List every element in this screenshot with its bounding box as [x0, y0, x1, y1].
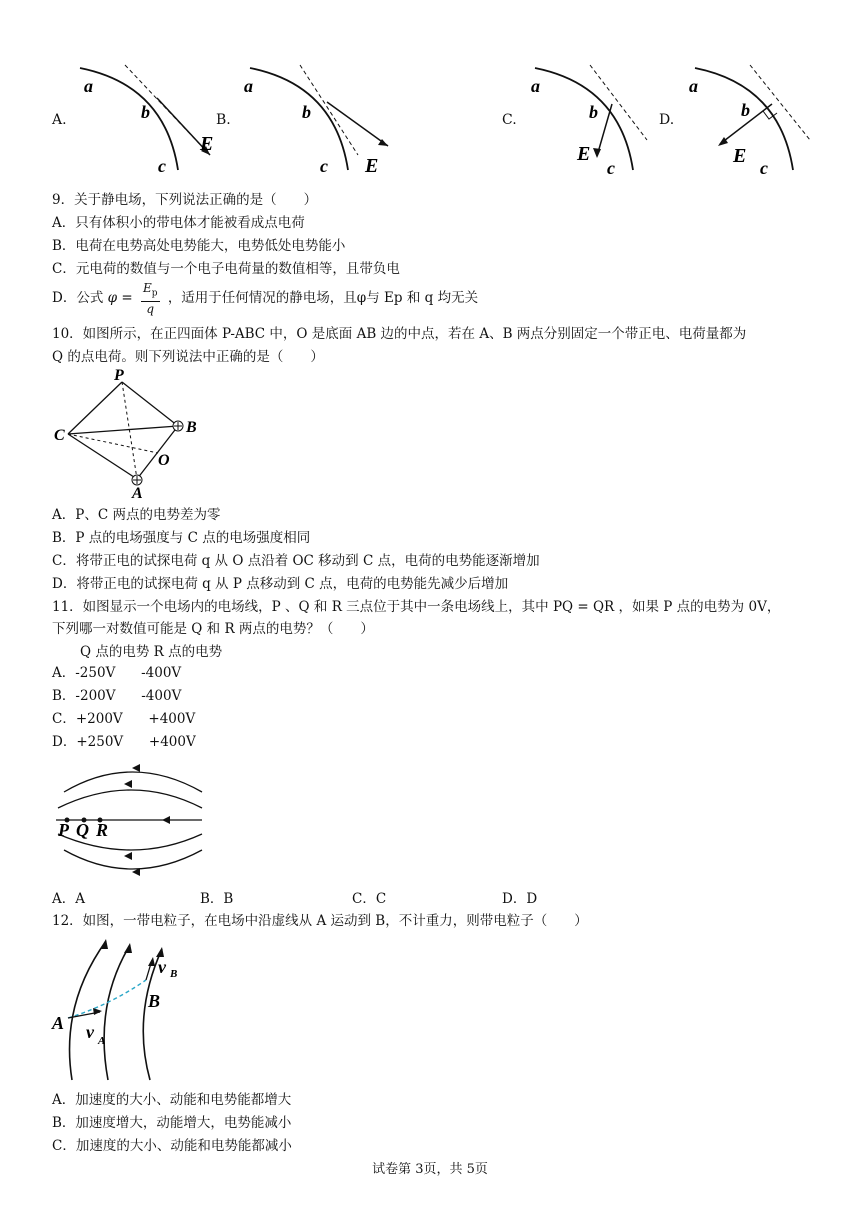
point-c: c	[158, 156, 166, 176]
q11-option-a: A．-250V -400V	[52, 665, 182, 681]
q11-stem-line1: 11．如图显示一个电场内的电场线，P 、Q 和 R 三点位于其中一条电场线上，其中 PQ = QR ，如果 P 点的电势为 0V，	[52, 599, 781, 615]
figure-option-d	[685, 60, 825, 180]
option-d-label: D.	[659, 112, 675, 128]
option-a-label: A.	[52, 112, 67, 128]
q10-option-a: A．P、C 两点的电势差为零	[52, 507, 221, 523]
q11-answer-b: B．B	[200, 891, 234, 907]
q10-option-d: D．将带正电的试探电荷 q 从 P 点移动到 C 点，电荷的电势能先减少后增加	[52, 576, 509, 592]
point-r: R	[96, 820, 109, 840]
q11-answer-a: A．A	[52, 891, 85, 907]
point-o: O	[158, 452, 170, 469]
figure-option-c	[525, 60, 665, 180]
q11-option-d: D．+250V +400V	[52, 734, 196, 750]
formula-fraction: $\frac{E_p}{q}$	[142, 281, 158, 316]
figure-option-b	[240, 60, 410, 180]
q9-option-b: B．电荷在电势高处电势能大，电势低处电势能小	[52, 238, 346, 254]
q10-option-c: C．将带正电的试探电荷 q 从 O 点沿着 OC 移动到 C 点，电荷的电势能逐渐增加	[52, 553, 540, 569]
q9-d-phi: φ =	[107, 290, 133, 306]
q10-stem-line1: 10．如图所示，在正四面体 P-ABC 中，O 是底面 AB 边的中点，若在 A、B 两点分别固定一个带正电、电荷量都为	[52, 326, 747, 342]
point-b: b	[589, 102, 598, 122]
particle-path-figure	[50, 935, 190, 1085]
point-b: b	[141, 102, 150, 122]
field-e: E	[577, 143, 591, 165]
q9-option-a: A．只有体积小的带电体才能被看成点电荷	[52, 215, 305, 231]
q12-stem: 12．如图，一带电粒子，在电场中沿虚线从 A 运动到 B，不计重力，则带电粒子（ ）	[52, 913, 588, 929]
q11-table-header: Q 点的电势 R 点的电势	[80, 644, 223, 660]
q11-answer-d: D．D	[502, 891, 538, 907]
q11-option-b: B．-200V -400V	[52, 688, 182, 704]
field-e: E	[200, 133, 214, 155]
velocity-a: v	[86, 1022, 94, 1042]
point-c: c	[607, 158, 615, 178]
point-a: a	[84, 76, 93, 96]
vertex-c: C	[54, 427, 65, 444]
field-e: E	[365, 155, 379, 177]
option-c-label: C.	[502, 112, 517, 128]
point-b: b	[741, 100, 750, 120]
point-b: b	[302, 102, 311, 122]
velocity-b: v	[158, 957, 166, 977]
page-footer: 试卷第 3页，共 5页	[372, 1162, 488, 1177]
q9-d-prefix: D．公式	[52, 290, 104, 306]
point-a: a	[689, 76, 698, 96]
tetrahedron-figure	[50, 366, 220, 501]
q12-option-b: B．加速度增大，动能增大，电势能减小	[52, 1115, 292, 1131]
field-lines-figure	[52, 762, 212, 882]
point-c: c	[320, 156, 328, 176]
vertex-p: P	[114, 367, 124, 384]
field-e: E	[733, 145, 747, 167]
q9-option-c: C．元电荷的数值与一个电子电荷量的数值相等，且带负电	[52, 261, 400, 277]
velocity-b-sub: B	[170, 968, 178, 980]
vertex-b: B	[186, 419, 197, 436]
q11-option-c: C．+200V +400V	[52, 711, 196, 727]
q9-option-d	[52, 278, 478, 318]
point-c: c	[760, 158, 768, 178]
point-a: a	[244, 76, 253, 96]
point-p: P	[58, 820, 69, 840]
q11-answer-c: C．C	[352, 891, 387, 907]
point-a: a	[531, 76, 540, 96]
q10-option-b: B．P 点的电场强度与 C 点的电场强度相同	[52, 530, 311, 546]
q12-option-a: A．加速度的大小、动能和电势能都增大	[52, 1092, 292, 1108]
q9-d-suffix: ，适用于任何情况的静电场，且φ与 Ep 和 q 均无关	[167, 290, 479, 306]
velocity-a-sub: A	[98, 1035, 106, 1047]
option-b-label: B.	[216, 112, 231, 128]
q9-stem: 9．关于静电场，下列说法正确的是（ ）	[52, 192, 318, 208]
point-b: B	[148, 991, 161, 1011]
q12-option-c: C．加速度的大小、动能和电势能都减小	[52, 1138, 292, 1154]
vertex-a: A	[132, 485, 143, 502]
point-q: Q	[76, 820, 89, 840]
q10-stem-line2: Q 的点电荷。则下列说法中正确的是（ ）	[52, 349, 324, 365]
figure-option-a	[70, 60, 230, 180]
point-a: A	[52, 1013, 65, 1033]
q11-stem-line2: 下列哪一对数值可能是 Q 和 R 两点的电势？（ ）	[52, 621, 374, 637]
